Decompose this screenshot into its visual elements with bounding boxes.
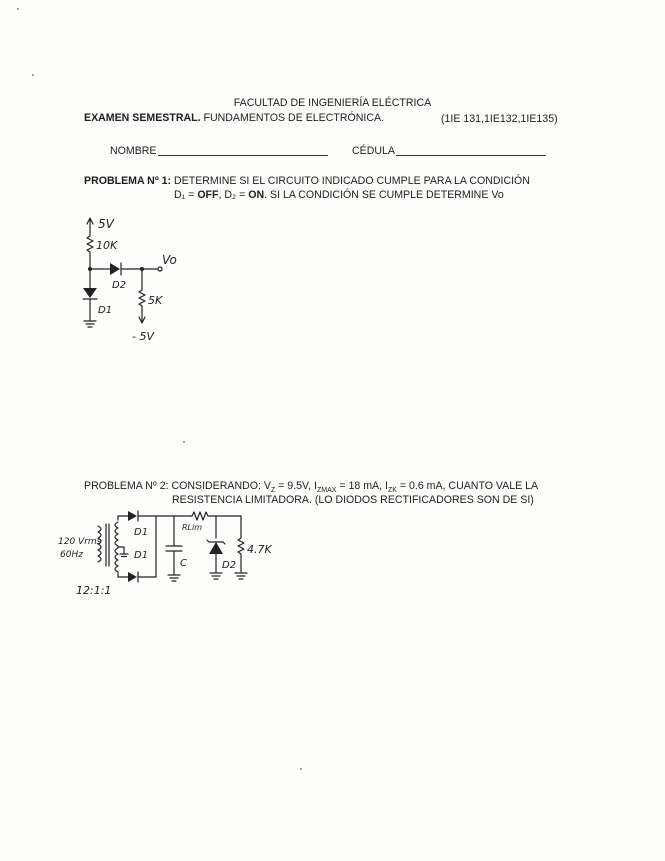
circuit-1-diagram [74, 212, 194, 347]
r2-resistor [139, 269, 145, 322]
d1-top-label: D1 [134, 527, 149, 538]
load-resistor [238, 516, 244, 572]
terminal-vo [158, 267, 162, 271]
transformer-secondary-top [115, 522, 118, 546]
problem1-text: DETERMINE SI EL CIRCUITO INDICADO CUMPLE PARA LA CONDICIÓN [174, 175, 530, 187]
id-field-line [396, 155, 546, 156]
wire-bottom-2 [138, 516, 156, 582]
source-bottom-label: - 5V [132, 330, 154, 343]
d1-bottom-label: D1 [134, 550, 149, 561]
izmax-sub: ZMAX [316, 487, 337, 495]
d1-diode [83, 288, 97, 298]
center-tap-ground [118, 547, 128, 557]
problem2-line1 [84, 481, 538, 494]
transformer-core [106, 524, 109, 566]
id-label: CÉDULA [352, 145, 395, 157]
scan-speck [32, 74, 34, 76]
izmax-val: = 18 mA, I [336, 480, 388, 492]
source-top-label: 5V [98, 217, 114, 231]
load-ground [235, 573, 247, 579]
r-lim-resistor [174, 512, 241, 520]
r2-label: 5K [148, 294, 163, 307]
wire-bottom [118, 573, 128, 577]
exam-label: EXAMEN SEMESTRAL. [84, 112, 201, 124]
faculty-title: FACULTAD DE INGENIERÍA ELÉCTRICA [233, 97, 432, 109]
exam-title-line [84, 113, 384, 124]
cond-on: ON [248, 189, 265, 201]
circuit-2-diagram [56, 508, 286, 603]
d1-bottom-diode [128, 572, 137, 582]
d1-top-diode [128, 511, 137, 521]
transformer-secondary-bottom [115, 548, 118, 572]
cond-off: OFF [197, 189, 219, 201]
source-voltage-label: 120 Vrms [58, 537, 102, 547]
scan-speck [300, 768, 302, 770]
zener-label: D2 [222, 560, 237, 571]
scan-speck [17, 8, 19, 10]
problem1-label: PROBLEMA Nº 1: [84, 175, 172, 187]
cond-d1: D₁ = [174, 189, 198, 201]
d2-diode [110, 263, 120, 275]
source-freq-label: 60Hz [60, 550, 83, 560]
name-label: NOMBRE [110, 145, 157, 157]
d2-label: D2 [112, 280, 127, 291]
r1-resistor [87, 232, 93, 268]
problem1-text-rest: . SI LA CONDICIÓN SE CUMPLE DETERMINE Vo [264, 189, 504, 201]
vz-sub: Z [270, 487, 276, 495]
cap-label: C [180, 558, 187, 569]
zener-diode [209, 542, 223, 554]
izk-val: = 0.6 mA, CUANTO VALE LA [396, 480, 539, 492]
vo-label: Vo [162, 253, 177, 267]
load-label: 4.7K [247, 543, 272, 556]
ground-symbol [84, 321, 96, 327]
cond-d2: , D₂ = [218, 189, 249, 201]
course-name: FUNDAMENTOS DE ELECTRÓNICA. [203, 112, 385, 124]
vz-val: = 9.5V, I [275, 480, 317, 492]
wire-top [118, 516, 128, 520]
p2-text-a: PROBLEMA Nº 2: CONSIDERANDO: V [84, 480, 271, 492]
scan-speck [183, 441, 185, 443]
cap-ground [168, 575, 180, 581]
izk-sub: ZK [387, 487, 397, 495]
problem1-line2 [174, 190, 504, 201]
r-lim-label: RLim [182, 523, 203, 532]
zener-ground [210, 573, 222, 579]
r1-label: 10K [96, 239, 118, 252]
problem1-line1 [84, 176, 530, 187]
name-field-line [158, 155, 328, 156]
problem2-line2: RESISTENCIA LIMITADORA. (LO DIODOS RECTIFICADORES SON DE SI) [172, 494, 534, 506]
course-groups: (1IE 131,1IE132,1IE135) [441, 113, 558, 125]
supply-arrow [87, 218, 93, 232]
d1-label: D1 [98, 305, 113, 316]
ratio-label: 12:1:1 [76, 584, 112, 597]
